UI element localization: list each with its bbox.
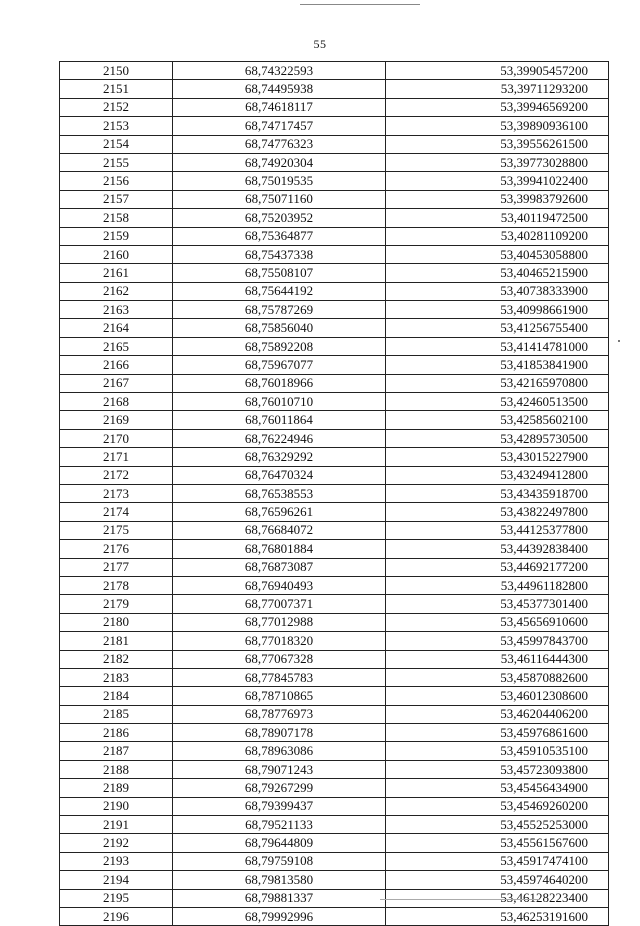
coordinate-y-cell: 53,45997843700 (386, 632, 609, 650)
coordinate-x-cell: 68,79071243 (173, 760, 386, 778)
coordinate-x-cell: 68,76596261 (173, 503, 386, 521)
coordinate-y-cell: 53,40453058800 (386, 245, 609, 263)
point-number-cell: 2190 (60, 797, 173, 815)
table-row (60, 209, 609, 227)
point-number-cell: 2189 (60, 779, 173, 797)
coordinate-x-cell: 68,76873087 (173, 558, 386, 576)
table-row (60, 319, 609, 337)
coordinate-x-cell: 68,78776973 (173, 705, 386, 723)
table-row (60, 632, 609, 650)
coordinate-x-cell: 68,74495938 (173, 80, 386, 98)
coordinate-x-cell: 68,76018966 (173, 374, 386, 392)
coordinate-y-cell: 53,43015227900 (386, 448, 609, 466)
coordinate-x-cell: 68,77067328 (173, 650, 386, 668)
point-number-cell: 2167 (60, 374, 173, 392)
coordinate-x-cell: 68,74618117 (173, 98, 386, 116)
table-row (60, 742, 609, 760)
coordinate-y-cell: 53,42585602100 (386, 411, 609, 429)
point-number-cell: 2156 (60, 172, 173, 190)
point-number-cell: 2153 (60, 117, 173, 135)
table-row (60, 503, 609, 521)
point-number-cell: 2192 (60, 834, 173, 852)
coordinate-y-cell: 53,45525253000 (386, 816, 609, 834)
table-row (60, 153, 609, 171)
point-number-cell: 2165 (60, 337, 173, 355)
coordinate-y-cell: 53,41256755400 (386, 319, 609, 337)
point-number-cell: 2176 (60, 540, 173, 558)
coordinate-y-cell: 53,44125377800 (386, 521, 609, 539)
point-number-cell: 2186 (60, 724, 173, 742)
coordinate-x-cell: 68,76940493 (173, 576, 386, 594)
table-row (60, 816, 609, 834)
coordinate-y-cell: 53,45723093800 (386, 760, 609, 778)
coordinate-x-cell: 68,74717457 (173, 117, 386, 135)
table-row (60, 448, 609, 466)
point-number-cell: 2193 (60, 852, 173, 870)
point-number-cell: 2185 (60, 705, 173, 723)
top-divider (300, 4, 420, 5)
point-number-cell: 2191 (60, 816, 173, 834)
table-row (60, 117, 609, 135)
coordinate-y-cell: 53,39941022400 (386, 172, 609, 190)
coordinate-x-cell: 68,79399437 (173, 797, 386, 815)
point-number-cell: 2172 (60, 466, 173, 484)
coordinate-x-cell: 68,79644809 (173, 834, 386, 852)
point-number-cell: 2171 (60, 448, 173, 466)
coordinate-y-cell: 53,42895730500 (386, 429, 609, 447)
coordinate-y-cell: 53,43822497800 (386, 503, 609, 521)
table-row (60, 595, 609, 613)
table-row (60, 907, 609, 925)
point-number-cell: 2158 (60, 209, 173, 227)
coordinate-y-cell: 53,45976861600 (386, 724, 609, 742)
table-row (60, 797, 609, 815)
point-number-cell: 2152 (60, 98, 173, 116)
table-row (60, 484, 609, 502)
point-number-cell: 2194 (60, 871, 173, 889)
coordinate-x-cell: 68,79267299 (173, 779, 386, 797)
coordinate-y-cell: 53,46253191600 (386, 907, 609, 925)
table-row (60, 301, 609, 319)
point-number-cell: 2184 (60, 687, 173, 705)
table-row (60, 62, 609, 80)
coordinate-x-cell: 68,76011864 (173, 411, 386, 429)
coordinate-x-cell: 68,75364877 (173, 227, 386, 245)
point-number-cell: 2178 (60, 576, 173, 594)
table-row (60, 282, 609, 300)
coordinate-y-cell: 53,42165970800 (386, 374, 609, 392)
coordinate-y-cell: 53,46204406200 (386, 705, 609, 723)
point-number-cell: 2164 (60, 319, 173, 337)
point-number-cell: 2157 (60, 190, 173, 208)
point-number-cell: 2182 (60, 650, 173, 668)
coordinate-x-cell: 68,79521133 (173, 816, 386, 834)
coordinate-x-cell: 68,77012988 (173, 613, 386, 631)
coordinate-y-cell: 53,44961182800 (386, 576, 609, 594)
coordinate-x-cell: 68,75437338 (173, 245, 386, 263)
coordinate-x-cell: 68,79759108 (173, 852, 386, 870)
coordinate-x-cell: 68,76010710 (173, 393, 386, 411)
table-row (60, 576, 609, 594)
point-number-cell: 2151 (60, 80, 173, 98)
table-row (60, 429, 609, 447)
point-number-cell: 2154 (60, 135, 173, 153)
coordinate-y-cell: 53,45974640200 (386, 871, 609, 889)
coordinate-x-cell: 68,76801884 (173, 540, 386, 558)
point-number-cell: 2183 (60, 668, 173, 686)
coordinate-y-cell: 53,46128223400 (386, 889, 609, 907)
coordinate-x-cell: 68,75019535 (173, 172, 386, 190)
point-number-cell: 2195 (60, 889, 173, 907)
point-number-cell: 2163 (60, 301, 173, 319)
table-row (60, 687, 609, 705)
coordinate-y-cell: 53,45910535100 (386, 742, 609, 760)
table-row (60, 356, 609, 374)
coordinate-y-cell: 53,39905457200 (386, 62, 609, 80)
point-number-cell: 2188 (60, 760, 173, 778)
bottom-divider (380, 899, 540, 900)
coordinates-table-body (60, 62, 609, 926)
table-row (60, 760, 609, 778)
table-row (60, 98, 609, 116)
coordinate-x-cell: 68,74322593 (173, 62, 386, 80)
coordinate-x-cell: 68,75856040 (173, 319, 386, 337)
point-number-cell: 2168 (60, 393, 173, 411)
coordinate-y-cell: 53,40465215900 (386, 264, 609, 282)
table-row (60, 834, 609, 852)
coordinate-x-cell: 68,75967077 (173, 356, 386, 374)
point-number-cell: 2175 (60, 521, 173, 539)
coordinate-x-cell: 68,76470324 (173, 466, 386, 484)
table-row (60, 779, 609, 797)
coordinate-y-cell: 53,39983792600 (386, 190, 609, 208)
table-row (60, 724, 609, 742)
point-number-cell: 2181 (60, 632, 173, 650)
point-number-cell: 2196 (60, 907, 173, 925)
coordinate-y-cell: 53,40998661900 (386, 301, 609, 319)
coordinate-x-cell: 68,75644192 (173, 282, 386, 300)
table-row (60, 650, 609, 668)
coordinate-y-cell: 53,39556261500 (386, 135, 609, 153)
point-number-cell: 2174 (60, 503, 173, 521)
coordinate-y-cell: 53,41853841900 (386, 356, 609, 374)
coordinate-y-cell: 53,40281109200 (386, 227, 609, 245)
point-number-cell: 2187 (60, 742, 173, 760)
coordinates-table (59, 61, 609, 926)
coordinate-y-cell: 53,44692177200 (386, 558, 609, 576)
point-number-cell: 2180 (60, 613, 173, 631)
coordinate-y-cell: 53,40119472500 (386, 209, 609, 227)
coordinate-y-cell: 53,41414781000 (386, 337, 609, 355)
table-row (60, 540, 609, 558)
point-number-cell: 2170 (60, 429, 173, 447)
coordinate-y-cell: 53,45656910600 (386, 613, 609, 631)
table-row (60, 613, 609, 631)
point-number-cell: 2161 (60, 264, 173, 282)
table-row (60, 705, 609, 723)
page-number: 55 (313, 37, 327, 51)
coordinate-x-cell: 68,78710865 (173, 687, 386, 705)
coordinate-y-cell: 53,43435918700 (386, 484, 609, 502)
coordinate-y-cell: 53,45561567600 (386, 834, 609, 852)
coordinate-x-cell: 68,76538553 (173, 484, 386, 502)
coordinate-x-cell: 68,79992996 (173, 907, 386, 925)
coordinate-y-cell: 53,45469260200 (386, 797, 609, 815)
point-number-cell: 2173 (60, 484, 173, 502)
coordinate-x-cell: 68,79813580 (173, 871, 386, 889)
point-number-cell: 2169 (60, 411, 173, 429)
table-row (60, 190, 609, 208)
table-row (60, 466, 609, 484)
coordinate-y-cell: 53,46116444300 (386, 650, 609, 668)
point-number-cell: 2150 (60, 62, 173, 80)
table-row (60, 411, 609, 429)
coordinate-y-cell: 53,45377301400 (386, 595, 609, 613)
coordinate-y-cell: 53,45917474100 (386, 852, 609, 870)
coordinate-x-cell: 68,74776323 (173, 135, 386, 153)
table-row (60, 668, 609, 686)
coordinate-y-cell: 53,44392838400 (386, 540, 609, 558)
margin-dot (618, 340, 620, 342)
coordinate-x-cell: 68,75892208 (173, 337, 386, 355)
coordinate-x-cell: 68,79881337 (173, 889, 386, 907)
coordinate-y-cell: 53,45870882600 (386, 668, 609, 686)
coordinate-y-cell: 53,39773028800 (386, 153, 609, 171)
coordinate-y-cell: 53,39946569200 (386, 98, 609, 116)
table-row (60, 374, 609, 392)
table-row (60, 337, 609, 355)
table-row (60, 521, 609, 539)
coordinate-y-cell: 53,40738333900 (386, 282, 609, 300)
coordinate-x-cell: 68,77845783 (173, 668, 386, 686)
coordinate-y-cell: 53,46012308600 (386, 687, 609, 705)
table-row (60, 135, 609, 153)
point-number-cell: 2166 (60, 356, 173, 374)
table-row (60, 245, 609, 263)
table-row (60, 80, 609, 98)
coordinate-x-cell: 68,77007371 (173, 595, 386, 613)
point-number-cell: 2162 (60, 282, 173, 300)
point-number-cell: 2160 (60, 245, 173, 263)
coordinate-y-cell: 53,39711293200 (386, 80, 609, 98)
coordinate-y-cell: 53,43249412800 (386, 466, 609, 484)
coordinate-x-cell: 68,77018320 (173, 632, 386, 650)
coordinate-x-cell: 68,78907178 (173, 724, 386, 742)
table-row (60, 172, 609, 190)
point-number-cell: 2159 (60, 227, 173, 245)
coordinate-y-cell: 53,39890936100 (386, 117, 609, 135)
point-number-cell: 2179 (60, 595, 173, 613)
coordinate-x-cell: 68,78963086 (173, 742, 386, 760)
table-row (60, 871, 609, 889)
table-row (60, 264, 609, 282)
coordinate-x-cell: 68,76329292 (173, 448, 386, 466)
coordinate-y-cell: 53,42460513500 (386, 393, 609, 411)
table-row (60, 227, 609, 245)
point-number-cell: 2155 (60, 153, 173, 171)
table-row (60, 558, 609, 576)
coordinate-y-cell: 53,45456434900 (386, 779, 609, 797)
coordinate-x-cell: 68,76684072 (173, 521, 386, 539)
table-row (60, 852, 609, 870)
coordinate-x-cell: 68,75787269 (173, 301, 386, 319)
coordinate-x-cell: 68,76224946 (173, 429, 386, 447)
coordinate-x-cell: 68,75071160 (173, 190, 386, 208)
coordinate-x-cell: 68,75508107 (173, 264, 386, 282)
table-row (60, 393, 609, 411)
coordinate-x-cell: 68,75203952 (173, 209, 386, 227)
point-number-cell: 2177 (60, 558, 173, 576)
coordinate-x-cell: 68,74920304 (173, 153, 386, 171)
